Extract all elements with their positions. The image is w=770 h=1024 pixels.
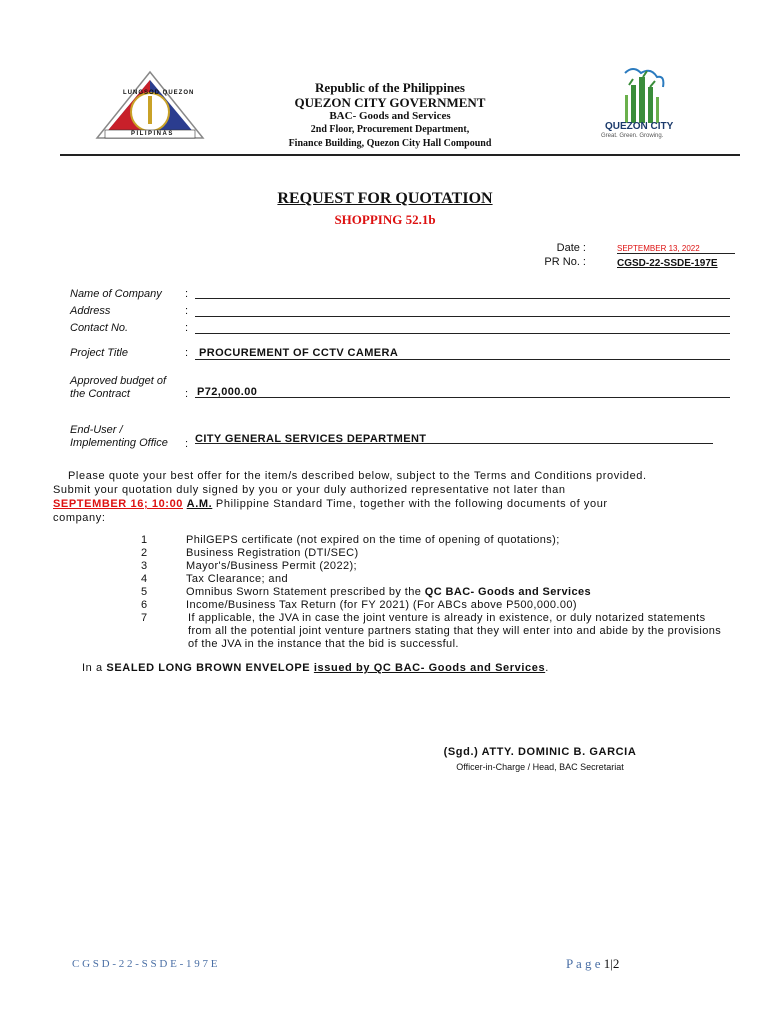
header-line-3: BAC- Goods and Services <box>329 110 451 122</box>
envelope-suffix: . <box>545 662 549 674</box>
envelope-prefix: In a <box>82 662 107 674</box>
enduser-label-2: Implementing Office <box>70 437 168 449</box>
enduser-colon: : <box>185 438 189 450</box>
req-num-1: 1 <box>140 534 148 546</box>
req-item-7: If applicable, the JVA in case the joint venture is already in existence, or duly notarized statements from all the potential joint venture partners stating that they will enter into and abide by the provisions of the JVA in the instance that the bid is successful. <box>188 612 722 650</box>
deadline-date: SEPTEMBER 16; 10:00 <box>53 498 183 510</box>
req-num-4: 4 <box>140 573 148 585</box>
project-colon: : <box>185 347 189 359</box>
project-label: Project Title <box>70 347 128 359</box>
enduser-field <box>195 443 713 444</box>
req-item-1: PhilGEPS certificate (not expired on the time of opening of quotations); <box>186 534 560 546</box>
address-label: Address <box>70 305 111 317</box>
header-line-4: 2nd Floor, Procurement Department, <box>310 124 470 135</box>
signatory-name: (Sgd.) ATTY. DOMINIC B. GARCIA <box>443 746 637 758</box>
enduser-value: CITY GENERAL SERVICES DEPARTMENT <box>195 433 427 445</box>
req-item-5-bold: QC BAC- Goods and Services <box>424 586 592 598</box>
req-num-3: 3 <box>140 560 148 572</box>
page-word: P a g e <box>566 956 601 971</box>
seal-text-top: LUNGSOD QUEZON <box>123 90 195 96</box>
company-field[interactable] <box>195 298 730 299</box>
address-colon: : <box>185 305 189 317</box>
req-num-5: 5 <box>140 586 148 598</box>
budget-value: P72,000.00 <box>197 386 258 398</box>
envelope-issuer: issued by QC BAC- Goods and Services <box>313 662 546 674</box>
contact-label: Contact No. <box>70 322 129 334</box>
logo-tagline: Great. Green. Growing. <box>601 133 664 139</box>
document-title: REQUEST FOR QUOTATION <box>277 190 493 207</box>
page-total: 2 <box>612 956 620 971</box>
req-item-5 <box>186 586 726 599</box>
header-line-5: Finance Building, Quezon City Hall Compound <box>288 138 492 149</box>
header-divider <box>60 154 740 156</box>
contact-field[interactable] <box>195 333 730 334</box>
req-num-7: 7 <box>140 612 148 624</box>
budget-label-1: Approved budget of <box>70 375 167 387</box>
company-label: Name of Company <box>70 288 162 300</box>
instruction-line-3 <box>53 498 725 510</box>
header-line-1: Republic of the Philippines <box>315 80 465 95</box>
req-item-3: Mayor's/Business Permit (2022); <box>186 560 357 572</box>
tree-logo-icon <box>595 65 690 125</box>
req-item-2: Business Registration (DTI/SEC) <box>186 547 359 559</box>
deadline-ampm: A.M. <box>186 498 213 510</box>
address-field[interactable] <box>195 316 730 317</box>
page-separator: | <box>610 956 613 971</box>
pr-value: CGSD-22-SSDE-197E <box>617 258 718 269</box>
quezon-city-seal <box>95 70 205 145</box>
seal-text-bottom: PILIPINAS <box>131 131 174 137</box>
budget-label-2: the Contract <box>70 388 130 400</box>
budget-field <box>195 397 730 398</box>
project-field <box>195 359 730 360</box>
instruction-line-2: Submit your quotation duly signed by you or your duly authorized representative not later than <box>53 484 566 496</box>
req-item-5-text: Omnibus Sworn Statement prescribed by the <box>186 586 425 598</box>
header-line-2: QUEZON CITY GOVERNMENT <box>294 95 486 110</box>
envelope-instruction <box>82 662 549 674</box>
date-value: SEPTEMBER 13, 2022 <box>617 244 735 254</box>
quezon-city-logo <box>595 65 690 145</box>
instruction-line-4: company: <box>53 512 106 524</box>
footer-reference: C G S D - 2 2 - S S D E - 1 9 7 E <box>72 958 218 970</box>
enduser-label-1: End-User / <box>70 424 123 436</box>
envelope-bold: SEALED LONG BROWN ENVELOPE <box>106 662 311 674</box>
page-number: 1 <box>603 956 611 971</box>
date-label: Date : <box>556 242 586 254</box>
req-num-6: 6 <box>140 599 148 611</box>
budget-colon: : <box>185 388 189 400</box>
instruction-tail: Philippine Standard Time, together with the following documents of your <box>212 498 608 510</box>
contact-colon: : <box>185 322 189 334</box>
company-colon: : <box>185 288 189 300</box>
signatory-title: Officer-in-Charge / Head, BAC Secretariat <box>456 762 624 772</box>
project-value: PROCUREMENT OF CCTV CAMERA <box>199 347 399 359</box>
req-item-6: Income/Business Tax Return (for FY 2021) (For ABCs above P500,000.00) <box>186 599 577 611</box>
page-indicator <box>566 956 619 972</box>
logo-name: QUEZON CITY <box>605 121 674 132</box>
req-item-4: Tax Clearance; and <box>186 573 288 585</box>
req-num-2: 2 <box>140 547 148 559</box>
instruction-line-1: Please quote your best offer for the item/s described below, subject to the Terms and Conditions provided. <box>68 470 647 482</box>
document-subtitle: SHOPPING 52.1b <box>334 212 436 227</box>
pr-label: PR No. : <box>544 256 586 268</box>
